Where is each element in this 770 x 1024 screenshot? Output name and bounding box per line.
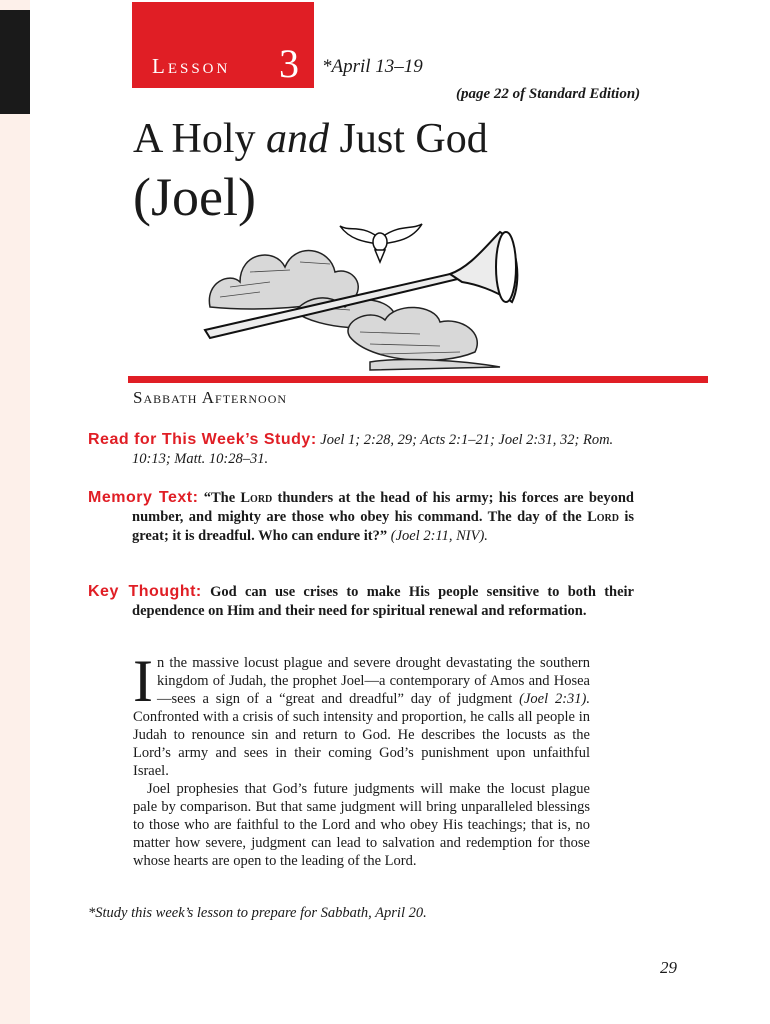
reading-references: Joel 1; 2:28, 29; Acts 2:1–21; Joel 2:31, 32; Rom. 10:13; Matt. 10:28–31. — [132, 432, 614, 467]
lesson-banner — [132, 2, 314, 88]
memory-lord: Lord — [587, 509, 619, 525]
footnote: *Study this week’s lesson to prepare for Sabbath, April 20. — [88, 905, 427, 921]
lesson-number: 3 — [279, 41, 299, 86]
memory-text: is great; it is dreadful. Who can endure it?” — [132, 509, 634, 544]
key-thought-label: Key Thought: — [88, 583, 202, 600]
paragraph-text: Confronted with a crisis of such intensity and proportion, he calls all people in Judah to renounce sin and return to God. He describes the locusts as the Lord’s army and sees in their coming God’s punishment upon unfaithful Israel. — [133, 709, 590, 779]
memory-label: Memory Text: — [88, 489, 199, 506]
title-part: A Holy — [133, 116, 267, 162]
key-thought-block — [88, 582, 634, 621]
chapter-tab — [0, 10, 30, 114]
key-thought-text: God can use crises to make His people sensitive to both their dependence on Him and their need for spiritual renewal and reformation. — [132, 584, 634, 619]
title-part: Just God — [329, 116, 488, 162]
memory-lord: Lord — [240, 490, 273, 506]
intro-paragraph-1 — [133, 648, 590, 780]
memory-reference: (Joel 2:11, NIV). — [390, 528, 488, 544]
page-number: 29 — [660, 958, 677, 977]
lesson-dates: *April 13–19 — [322, 56, 423, 77]
trumpet-dove-clouds-icon — [200, 212, 525, 374]
drop-cap: I — [133, 648, 153, 714]
page-reference: (page 22 of Standard Edition) — [456, 86, 641, 102]
intro-body — [133, 648, 590, 870]
title-italic: and — [266, 116, 330, 162]
reading-block — [88, 430, 634, 469]
memory-text: “The — [203, 490, 241, 506]
scripture-reference: (Joel 2:31). — [519, 691, 590, 707]
memory-text: thunders at the head of his army; his forces are beyond number, and mighty are those who obey his command. The day of the — [132, 490, 634, 525]
page-subtitle: (Joel) — [133, 167, 256, 227]
memory-text-block — [88, 488, 634, 546]
section-heading: Sabbath Afternoon — [133, 388, 288, 407]
section-divider — [128, 376, 708, 383]
paragraph-text: n the massive locust plague and severe drought devastating the southern kingdom of Judah, the prophet Joel—a contemporary of Amos and Hosea—sees a sign of a “great and dreadful” day of judgment — [156, 655, 590, 707]
reading-label: Read for This Week’s Study: — [88, 431, 317, 448]
page-title — [133, 114, 488, 164]
left-margin-strip — [0, 0, 30, 1024]
lesson-label: Lesson — [152, 54, 231, 78]
intro-paragraph-2: Joel prophesies that God’s future judgments will make the locust plague pale by comparison. But that same judgment will bring unparalleled blessings to those who are faithful to the Lord and who obey His teachings; that is, no matter how severe, judgment can lead to salvation and redemption for those whose hearts are open to the leading of the Lord. — [133, 781, 590, 869]
